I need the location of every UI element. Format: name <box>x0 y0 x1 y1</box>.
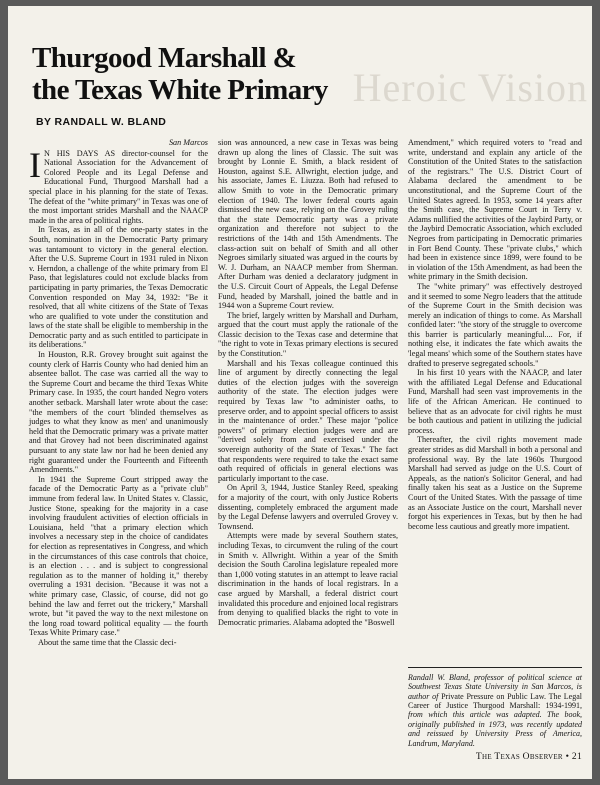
paragraph: Attempts were made by several Southern states, including Texas, to circumvent the ruling of the court in Smith v. Allwright. Within a year of the Smith decision the South Carolina legislature repealed more than 1,000 voting statutes in an attempt to leave racial discrimination in the hands of local registrars. In a case argued by Marshall, a federal district court invalidated this procedure and enjoined local registrars from denying to qualified blacks the right to vote in Democratic primaries. Alabama adopted the "Boswell <box>218 531 398 627</box>
paragraph: In Houston, R.R. Grovey brought suit against the county clerk of Harris County who had denied him an absentee ballot. The case was carried all the way to the Supreme Court and became the third Texas White Primary case. In 1935, the court handed Negro voters another setback. Marshall later wrote about the case: "the members of the court 'blinded themselves as judges to what they know as men' and unanimously held that the Democratic primary was a private matter and that Grovey had not been discriminated against pursuant to any state law nor had he been denied any right guaranteed under the Fourteenth and Fifteenth Amendments." <box>29 350 208 475</box>
background-headline-bleed: Heroic Vision <box>352 65 588 110</box>
paragraph: Thereafter, the civil rights movement made greater strides as did Marshall in both a personal and professional way. By the late 1960s Thurgood Marshall had served as judge on the U.S. Court of Appeals, as the nation's Solicitor General, and had finally taken his seat as a Justice on the Supreme Court of the United States. With the passage of time as an Associate Justice on the court, Marshall never forgot his experiences in Texas, but by then he had become less cautious and greatly more impatient. <box>408 435 582 531</box>
article-title-line-1: Thurgood Marshall & <box>32 42 297 74</box>
text-column-1 <box>29 138 208 647</box>
byline: BY RANDALL W. BLAND <box>36 116 167 128</box>
paragraph: The brief, largely written by Marshall and Durham, argued that the court must apply the rationale of the Classic decision to the Texas case and determine that "the right to vote in Texas primary elections is secured by the Constitution." <box>218 310 398 359</box>
footer-bullet: • <box>562 752 572 762</box>
paragraph: In 1941 the Supreme Court stripped away the facade of the Democratic Party as a "private club" immune from federal law. In United States v. Classic, Justice Stone, speaking for the majority in a case involving fraudulent activities of election officials in Louisiana, held "that a primary election which involves a necessary step in the choice of candidates for election as representatives in Congress, and which in the circumstances of this case controls that choice, is an election . . . and is subject to congressional regulation as to the manner of holding it," thereby overruling a 1931 decision. "Because it was not a white primary case, Classic, of course, did not go behind the law and ferret out the trickery," Marshall wrote, but "it paved the way to the next milestone on the long road toward political equality — the fourth Texas White Primary case." <box>29 474 208 638</box>
paragraph: In Texas, as in all of the one-party states in the South, nomination in the Democratic Party primary was tantamount to victory in the general election. After the U.S. Supreme Court in 1931 ruled in Nixon v. Herndon, a challenge of the white primary from El Paso, that legislatures could not exclude blacks from participating in party primaries, the Texas Democratic Convention responded on May 34, 1932: "Be it resolved, that all white citizens of the State of Texas who are qualified to vote under the constitution and laws of the state shall be eligible to membership in the Democratic party and as such entitled to participate in its deliberations." <box>29 225 208 350</box>
paragraph: Marshall and his Texas colleague continued this line of argument by directly connecting the legal duties of the election judges with the sovereign authority of the state. The election judges were required by Texas law "to administer oaths, to preserve order, and to appoint special officers to assist in the maintenance of order." These major "police powers" of primary election judges were and are "derived solely from and exercised under the sovereign authority of the State of Texas." The fact that respondents were required to take the exact same oath required of officials in general elections was particularly important to the case. <box>218 358 398 483</box>
page-footer <box>476 752 582 762</box>
text-column-2 <box>218 138 398 627</box>
page-number: 21 <box>571 752 582 762</box>
book-title: Private Pressure on Public Law. The Legal Career of Justice Thurgood Marshall: 1934-1991 <box>408 691 582 711</box>
text-column-3 <box>408 138 582 531</box>
article-title <box>32 42 328 106</box>
paragraph: sion was announced, a new case in Texas was being drawn up along the lines of Classic. The suit was brought by Lonnie E. Smith, a black resident of Houston, against S.E. Allwright, election judge, and his associate, James E. Liuzza. Both had refused to allow Smith to vote in the Democratic primary election of 1940. The lower federal courts again dismissed the new case, relying on the Grovey ruling that the state Democratic party was a private organization and therefore not subject to the restrictions of the 14th and 15th Amendments. The class-action suit on behalf of Smith and all other Negroes similarly situated was argued in the courts by W. J. Durham, an NAACP member from Sherman. After Durham was denied a declaratory judgment in the U.S. Circuit Court of Appeals, the Legal Defense Fund, headed by Marshall, joined the battle and in 1944 won a Supreme Court review. <box>218 138 398 311</box>
paragraph: The "white primary" was effectively destroyed and it seemed to some Negro leaders that the attitude of the Supreme Court in the Smith decision was merely an indication of things to come. As Marshall confided later: "the story of the struggle to overcome this barrier is particularly meaningful.... For, if nothing else, it indicates the fate which awaits the 'legal means' which some of the Southern states have drafted to preserve segregated schools." <box>408 281 582 368</box>
paragraph: In his first 10 years with the NAACP, and later with the affiliated Legal Defense and Educational Fund, Marshall had seen vast improvements in the life of the African American. He continued to believe that as an advocate for civil rights he must be both cautious and patient in utilizing the judicial process. <box>408 368 582 435</box>
article-title-line-2: the Texas White Primary <box>32 74 328 106</box>
author-bio: Randall W. Bland, professor of political science at Southwest Texas State University in San Marcos, is author of Private Pressure on Public Law. The Legal Career of Justice Thurgood Marshall: 1934-1991, from which this article was adapted. The book, originally published in 1973, was recently updated and reissued by University Press of America, Landrum, Maryland. <box>408 673 582 748</box>
dateline: San Marcos <box>168 138 208 147</box>
magazine-page <box>8 6 592 779</box>
paragraph: Amendment," which required voters to "read and write, understand and explain any article of the Constitution of the United States to the satisfaction of the registrars." The U.S. District Court of Alabama declared the amendment to be unconstitutional, and the Supreme Court of the United States agreed. In 1953, some 14 years after the Smith case, the Supreme Court in Terry v. Adams nullified the activities of the Jaybird Party, or the Jaybird Democratic Association, which excluded Negroes from participating in Democratic primaries in Fort Bend County. These "private clubs," which had been in existence since 1899, were found to be in violation of the 15th Amendment, as had been the white primary in the Smith decision. <box>408 138 582 282</box>
paragraph: On April 3, 1944, Justice Stanley Reed, speaking for a majority of the court, with only Justice Roberts dissenting, completely embraced the argument made by the Legal Defense lawyers and overruled Grovey v. Townsend. <box>218 483 398 531</box>
bio-divider <box>408 667 582 668</box>
paragraph: I N HIS DAYS AS director-counsel for the National Association for the Advancement of Colored People and its Legal Defense and Educational Fund, Thurgood Marshall had a special place in his planning for the state of Texas. The defeat of the "white primary" in Texas was one of the most important strides Marshall and the NAACP made in the area of political rights. <box>29 144 208 225</box>
drop-cap: I <box>29 144 41 185</box>
paragraph: About the same time that the Classic deci- <box>38 637 177 647</box>
publication-name: The Texas Observer <box>475 752 563 762</box>
